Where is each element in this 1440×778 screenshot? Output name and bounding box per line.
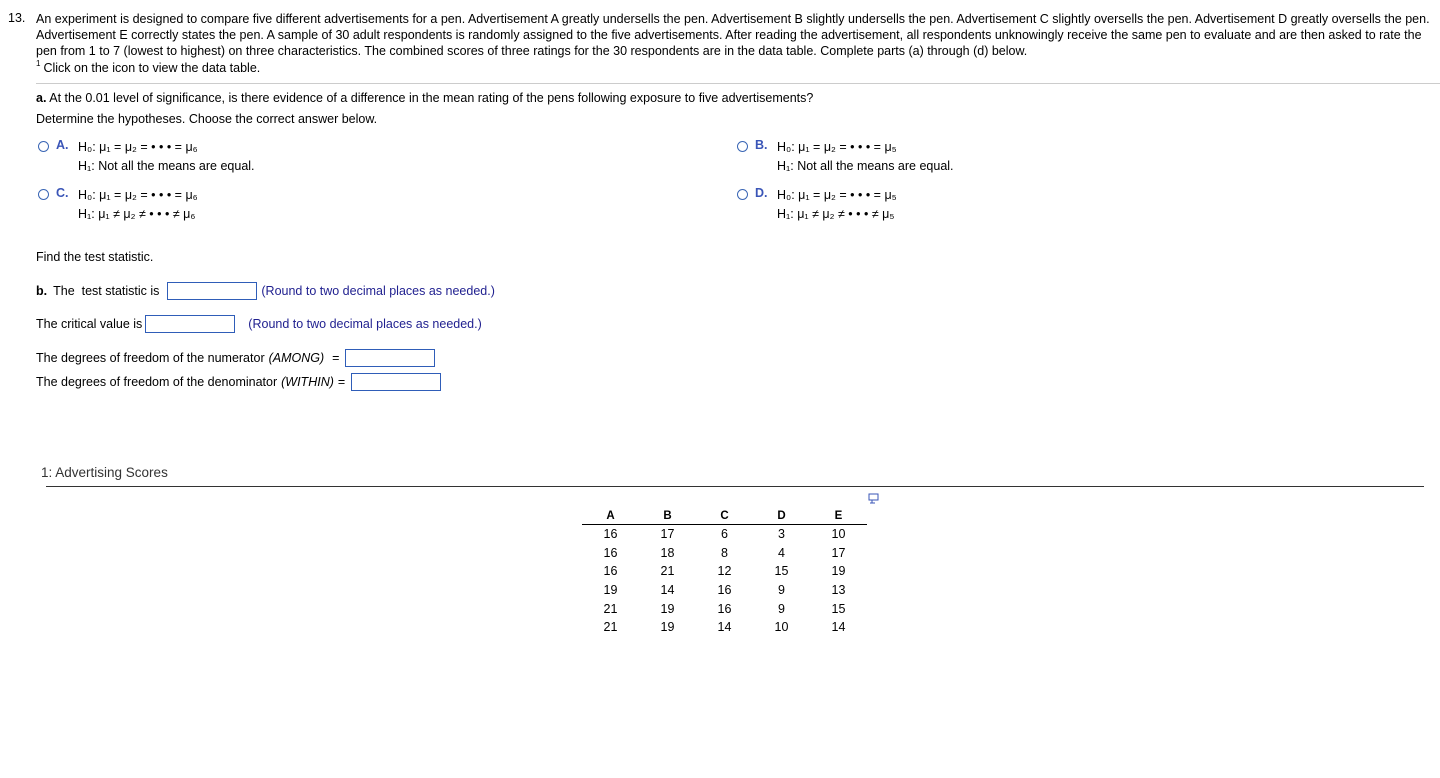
option-c-radio[interactable] bbox=[38, 189, 49, 200]
option-b[interactable] bbox=[737, 138, 954, 176]
table-row bbox=[582, 544, 867, 563]
table-cell: 19 bbox=[660, 620, 675, 635]
table-cell: 18 bbox=[660, 545, 675, 560]
option-c-h0: H₀: μ₁ = μ₂ = • • • = μ₆ bbox=[78, 188, 198, 202]
column-header: A bbox=[582, 508, 639, 525]
test-statistic-input[interactable] bbox=[167, 282, 257, 300]
table-cell: 19 bbox=[831, 564, 846, 579]
data-panel-divider bbox=[46, 486, 1424, 487]
column-header: C bbox=[696, 508, 753, 525]
table-cell: 14 bbox=[831, 620, 846, 635]
critical-value-hint: (Round to two decimal places as needed.) bbox=[248, 317, 482, 331]
table-cell: 9 bbox=[778, 583, 785, 598]
table-cell: 10 bbox=[831, 527, 846, 542]
table-cell: 16 bbox=[603, 564, 618, 579]
advertising-scores-table bbox=[582, 508, 867, 637]
column-header: E bbox=[810, 508, 867, 525]
data-panel-title: 1: Advertising Scores bbox=[41, 465, 168, 480]
df-denominator-input[interactable] bbox=[351, 373, 441, 391]
option-a[interactable] bbox=[38, 138, 255, 176]
table-cell: 3 bbox=[778, 527, 785, 542]
df-numerator-input[interactable] bbox=[345, 349, 435, 367]
df-denominator-text: The degrees of freedom of the denominator bbox=[36, 375, 278, 389]
table-row bbox=[582, 618, 867, 637]
part-b-row bbox=[36, 282, 495, 300]
table-cell: 19 bbox=[603, 583, 618, 598]
part-b-label: b. bbox=[36, 284, 48, 298]
column-header: B bbox=[639, 508, 696, 525]
table-cell: 10 bbox=[774, 620, 789, 635]
df-numerator-text: The degrees of freedom of the numerator bbox=[36, 351, 265, 365]
table-header-row bbox=[582, 508, 867, 525]
option-a-letter: A. bbox=[56, 138, 69, 152]
find-test-statistic-text: Find the test statistic. bbox=[36, 250, 154, 264]
part-b-hint: (Round to two decimal places as needed.) bbox=[261, 284, 495, 298]
copy-icon[interactable] bbox=[868, 493, 880, 504]
table-cell: 21 bbox=[603, 601, 618, 616]
critical-value-row bbox=[36, 315, 482, 333]
table-cell: 21 bbox=[660, 564, 675, 579]
option-c-h1: H₁: μ₁ ≠ μ₂ ≠ • • • ≠ μ₆ bbox=[78, 207, 196, 221]
df-denominator-row bbox=[36, 373, 441, 391]
question-number: 13. bbox=[8, 11, 26, 25]
table-cell: 19 bbox=[660, 601, 675, 616]
table-cell: 9 bbox=[778, 601, 785, 616]
option-c[interactable] bbox=[38, 186, 198, 224]
table-row bbox=[582, 581, 867, 600]
table-cell: 16 bbox=[717, 601, 732, 616]
table-cell: 17 bbox=[831, 545, 846, 560]
df-numerator-eq: = bbox=[332, 351, 340, 365]
critical-value-text: The critical value is bbox=[36, 317, 143, 331]
option-d-radio[interactable] bbox=[737, 189, 748, 200]
table-cell: 8 bbox=[721, 545, 728, 560]
table-cell: 17 bbox=[660, 527, 675, 542]
option-b-letter: B. bbox=[755, 138, 768, 152]
table-cell: 15 bbox=[831, 601, 846, 616]
footnote-text: Click on the icon to view the data table. bbox=[43, 61, 261, 76]
df-denominator-eq: = bbox=[337, 375, 346, 389]
table-cell: 16 bbox=[603, 527, 618, 542]
part-a-label: a. bbox=[36, 91, 47, 105]
question-text: An experiment is designed to compare five different advertisements for a pen. Advertisement A greatly undersells the pen. Advertisement B slightly undersells the pen. Advertisement C slightly oversells the pen. Advertisement D greatly oversells the pen. Advertisement E correctly states the pen. A sample of 30 adult respondents is randomly assigned to the five advertisements. After reading the advertisement, all respondents unknowingly receive the same pen to evaluate and are then asked to rate the pen from 1 to 7 (lowest to highest) on three characteristics. The combined scores of three ratings for the 30 respondents are in the data table. Complete parts (a) through (d) below. bbox=[36, 12, 1430, 58]
table-cell: 12 bbox=[717, 564, 732, 579]
option-d-letter: D. bbox=[755, 186, 768, 200]
critical-value-input[interactable] bbox=[145, 315, 235, 333]
table-cell: 13 bbox=[831, 583, 846, 598]
part-b-text: The test statistic is bbox=[53, 284, 160, 298]
footnote-mark: 1 bbox=[36, 59, 41, 68]
df-numerator-row bbox=[36, 349, 435, 367]
divider bbox=[36, 83, 1440, 84]
table-cell: 14 bbox=[660, 583, 675, 598]
footnote[interactable] bbox=[36, 60, 260, 75]
option-b-h1: H₁: Not all the means are equal. bbox=[777, 159, 954, 173]
df-numerator-paren: (AMONG) bbox=[268, 351, 325, 365]
option-b-radio[interactable] bbox=[737, 141, 748, 152]
table-row bbox=[582, 562, 867, 581]
table-cell: 21 bbox=[603, 620, 618, 635]
part-a-instruction: Determine the hypotheses. Choose the correct answer below. bbox=[36, 112, 378, 126]
table-cell: 6 bbox=[721, 527, 728, 542]
table-cell: 15 bbox=[774, 564, 789, 579]
option-a-h1: H₁: Not all the means are equal. bbox=[78, 159, 255, 173]
option-d[interactable] bbox=[737, 186, 897, 224]
option-a-radio[interactable] bbox=[38, 141, 49, 152]
df-denominator-paren: (WITHIN) bbox=[281, 375, 334, 389]
table-row bbox=[582, 599, 867, 618]
table-cell: 16 bbox=[717, 583, 732, 598]
table-cell: 16 bbox=[603, 545, 618, 560]
option-b-h0: H₀: μ₁ = μ₂ = • • • = μ₅ bbox=[777, 140, 897, 154]
option-d-h1: H₁: μ₁ ≠ μ₂ ≠ • • • ≠ μ₅ bbox=[777, 207, 895, 221]
table-cell: 4 bbox=[778, 545, 785, 560]
table-cell: 14 bbox=[717, 620, 732, 635]
option-d-h0: H₀: μ₁ = μ₂ = • • • = μ₅ bbox=[777, 188, 897, 202]
table-row bbox=[582, 525, 867, 544]
part-a-prompt bbox=[36, 91, 813, 105]
column-header: D bbox=[753, 508, 810, 525]
option-c-letter: C. bbox=[56, 186, 69, 200]
part-a-text: At the 0.01 level of significance, is there evidence of a difference in the mean rating of the pens following exposure to five advertisements? bbox=[49, 91, 814, 105]
option-a-h0: H₀: μ₁ = μ₂ = • • • = μ₆ bbox=[78, 140, 198, 154]
